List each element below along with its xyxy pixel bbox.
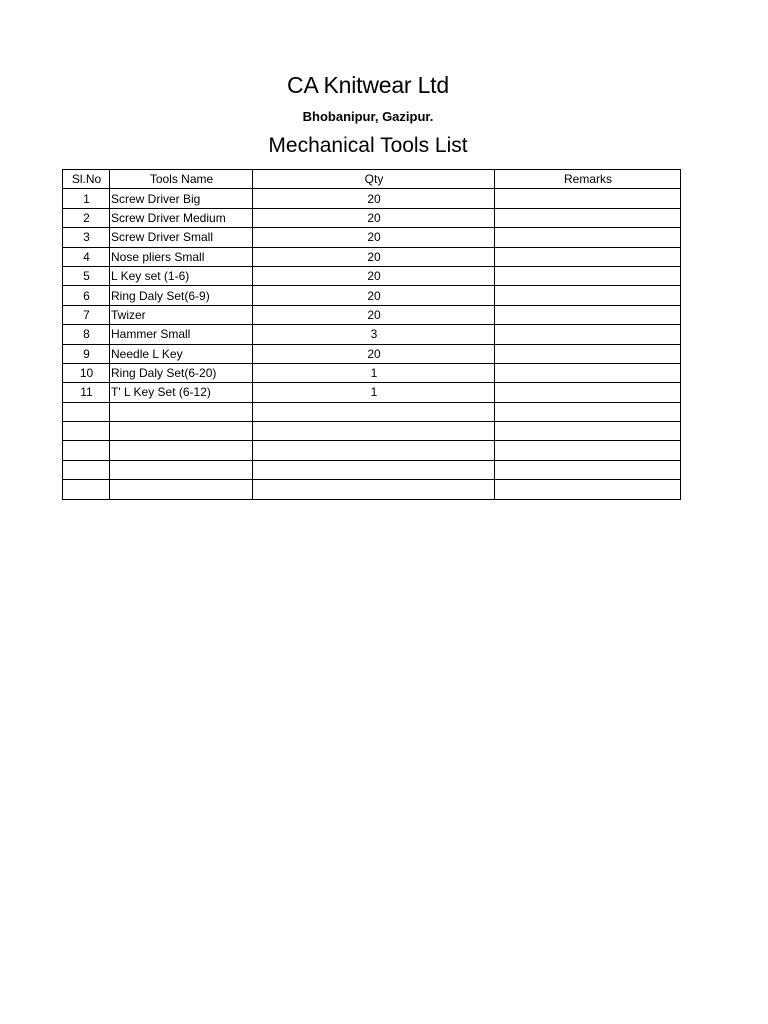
cell-qty: 20: [253, 305, 495, 324]
cell-tool-name: Twizer: [110, 305, 253, 324]
table-row: [63, 228, 681, 247]
table-row: [63, 325, 681, 344]
cell-sl-no: 11: [63, 383, 110, 402]
cell-tool-name: Screw Driver Medium: [110, 208, 253, 227]
cell-sl-no: 9: [63, 344, 110, 363]
cell-tool-name: Screw Driver Small: [110, 228, 253, 247]
cell-tool-name: Needle L Key: [110, 344, 253, 363]
cell-remarks: [495, 189, 681, 208]
company-name: CA Knitwear Ltd: [287, 72, 449, 98]
tools-table: [62, 169, 681, 500]
cell-sl-no: 8: [63, 325, 110, 344]
cell-remarks: [495, 286, 681, 305]
cell-tool-name: Screw Driver Big: [110, 189, 253, 208]
cell-sl-no: [63, 460, 110, 479]
cell-qty: [253, 422, 495, 441]
table-row: [63, 189, 681, 208]
cell-remarks: [495, 305, 681, 324]
cell-qty: 20: [253, 286, 495, 305]
cell-sl-no: 5: [63, 266, 110, 285]
cell-sl-no: [63, 441, 110, 460]
table-row: [63, 402, 681, 421]
cell-qty: [253, 441, 495, 460]
table-header-row: [63, 170, 681, 189]
cell-tool-name: Ring Daly Set(6-9): [110, 286, 253, 305]
cell-qty: 20: [253, 247, 495, 266]
cell-remarks: [495, 247, 681, 266]
cell-tool-name: [110, 402, 253, 421]
cell-sl-no: 1: [63, 189, 110, 208]
cell-remarks: [495, 325, 681, 344]
header-remarks: Remarks: [495, 170, 681, 189]
table-row: [63, 344, 681, 363]
cell-tool-name: [110, 460, 253, 479]
tools-table-body: [63, 189, 681, 499]
cell-sl-no: [63, 422, 110, 441]
document-title: Mechanical Tools List: [268, 134, 468, 157]
table-row: [63, 208, 681, 227]
cell-tool-name: T' L Key Set (6-12): [110, 383, 253, 402]
table-row: [63, 460, 681, 479]
cell-qty: 20: [253, 189, 495, 208]
cell-sl-no: 10: [63, 363, 110, 382]
header-tools-name: Tools Name: [110, 170, 253, 189]
cell-qty: 20: [253, 208, 495, 227]
table-row: [63, 247, 681, 266]
cell-sl-no: 7: [63, 305, 110, 324]
cell-tool-name: Nose pliers Small: [110, 247, 253, 266]
cell-sl-no: 2: [63, 208, 110, 227]
table-row: [63, 286, 681, 305]
header-sl-no: Sl.No: [63, 170, 110, 189]
cell-remarks: [495, 441, 681, 460]
table-row: [63, 480, 681, 499]
cell-sl-no: [63, 480, 110, 499]
cell-remarks: [495, 422, 681, 441]
cell-sl-no: 6: [63, 286, 110, 305]
cell-qty: 20: [253, 344, 495, 363]
header-qty: Qty: [253, 170, 495, 189]
cell-qty: [253, 402, 495, 421]
cell-remarks: [495, 460, 681, 479]
cell-sl-no: 4: [63, 247, 110, 266]
table-row: [63, 422, 681, 441]
table-row: [63, 305, 681, 324]
cell-sl-no: 3: [63, 228, 110, 247]
cell-tool-name: Hammer Small: [110, 325, 253, 344]
table-row: [63, 266, 681, 285]
cell-qty: 3: [253, 325, 495, 344]
cell-qty: 1: [253, 363, 495, 382]
cell-qty: [253, 480, 495, 499]
cell-remarks: [495, 383, 681, 402]
cell-tool-name: [110, 441, 253, 460]
cell-sl-no: [63, 402, 110, 421]
cell-remarks: [495, 363, 681, 382]
cell-qty: [253, 460, 495, 479]
company-address: Bhobanipur, Gazipur.: [302, 109, 434, 124]
cell-qty: 20: [253, 266, 495, 285]
cell-remarks: [495, 480, 681, 499]
cell-remarks: [495, 228, 681, 247]
cell-remarks: [495, 266, 681, 285]
cell-tool-name: [110, 480, 253, 499]
cell-tool-name: [110, 422, 253, 441]
cell-tool-name: Ring Daly Set(6-20): [110, 363, 253, 382]
cell-qty: 1: [253, 383, 495, 402]
cell-remarks: [495, 208, 681, 227]
cell-remarks: [495, 344, 681, 363]
table-row: [63, 363, 681, 382]
cell-qty: 20: [253, 228, 495, 247]
table-row: [63, 383, 681, 402]
cell-tool-name: L Key set (1-6): [110, 266, 253, 285]
cell-remarks: [495, 402, 681, 421]
table-row: [63, 441, 681, 460]
